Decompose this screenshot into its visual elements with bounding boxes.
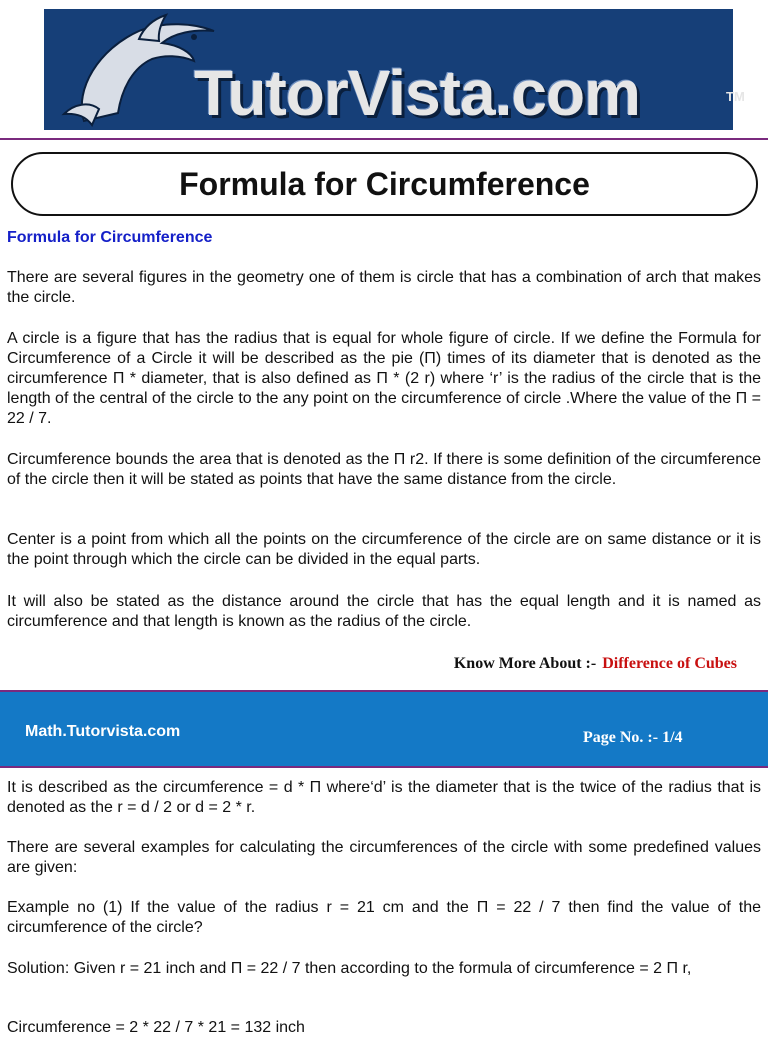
logo-wordmark: TutorVista.com	[194, 57, 640, 129]
paragraph-9: Solution: Given r = 21 inch and Π = 22 / 7 then according to the formula of circumference = 2 Π r,	[7, 960, 692, 977]
difference-of-cubes-link[interactable]: Difference of Cubes	[602, 655, 737, 672]
footer-site-link[interactable]: Math.Tutorvista.com	[25, 723, 181, 740]
know-more-label: Know More About :-	[453, 655, 597, 672]
paragraph-8: Example no (1) If the value of the radius r = 21 cm and the Π = 22 / 7 then find the value of the circumference of the circle?	[7, 899, 761, 936]
paragraph-6: It is described as the circumference = d * Π where‘d’ is the diameter that is the twice of the radius that is denoted as the r = d / 2 or d = 2 * r.	[7, 779, 761, 816]
page-number: Page No. :- 1/4	[583, 729, 683, 746]
paragraph-7: There are several examples for calculating the circumferences of the circle with some predefined values are given:	[7, 839, 761, 876]
paragraph-5: It will also be stated as the distance around the circle that has the equal length and it is named as circumference and that length is known as the radius of the circle.	[7, 593, 761, 630]
page-footer	[0, 690, 768, 768]
section-heading: Formula for Circumference	[7, 229, 213, 246]
know-more-line	[454, 655, 737, 673]
paragraph-3: Circumference bounds the area that is denoted as the Π r2. If there is some definition of the circumference of the circle then it will be stated as points that have the same distance from the circle.	[7, 451, 761, 488]
paragraph-1: There are several figures in the geometry one of them is circle that has a combination of arch that makes the circle.	[7, 269, 761, 306]
paragraph-10: Circumference = 2 * 22 / 7 * 21 = 132 inch	[7, 1019, 305, 1036]
trademark-mark: TM	[726, 89, 745, 104]
header-divider	[0, 138, 768, 140]
paragraph-2: A circle is a figure that has the radius that is equal for whole figure of circle. If we define the Formula for Circumference of a Circle it will be described as the pie (Π) times of its diameter that is denoted as the circumference Π * diameter, that is also defined as Π * (2 r) where ‘r’ is the radius of the circle that is the length of the central of the circle to the any point on the circumference of circle .Where the value of the Π = 22 / 7.	[7, 330, 761, 427]
tutorvista-logo	[44, 9, 745, 130]
page-title: Formula for Circumference	[179, 165, 590, 202]
title-banner	[11, 152, 758, 216]
paragraph-4: Center is a point from which all the points on the circumference of the circle are on same distance or it is the point through which the circle can be divided in the equal parts.	[7, 531, 761, 568]
